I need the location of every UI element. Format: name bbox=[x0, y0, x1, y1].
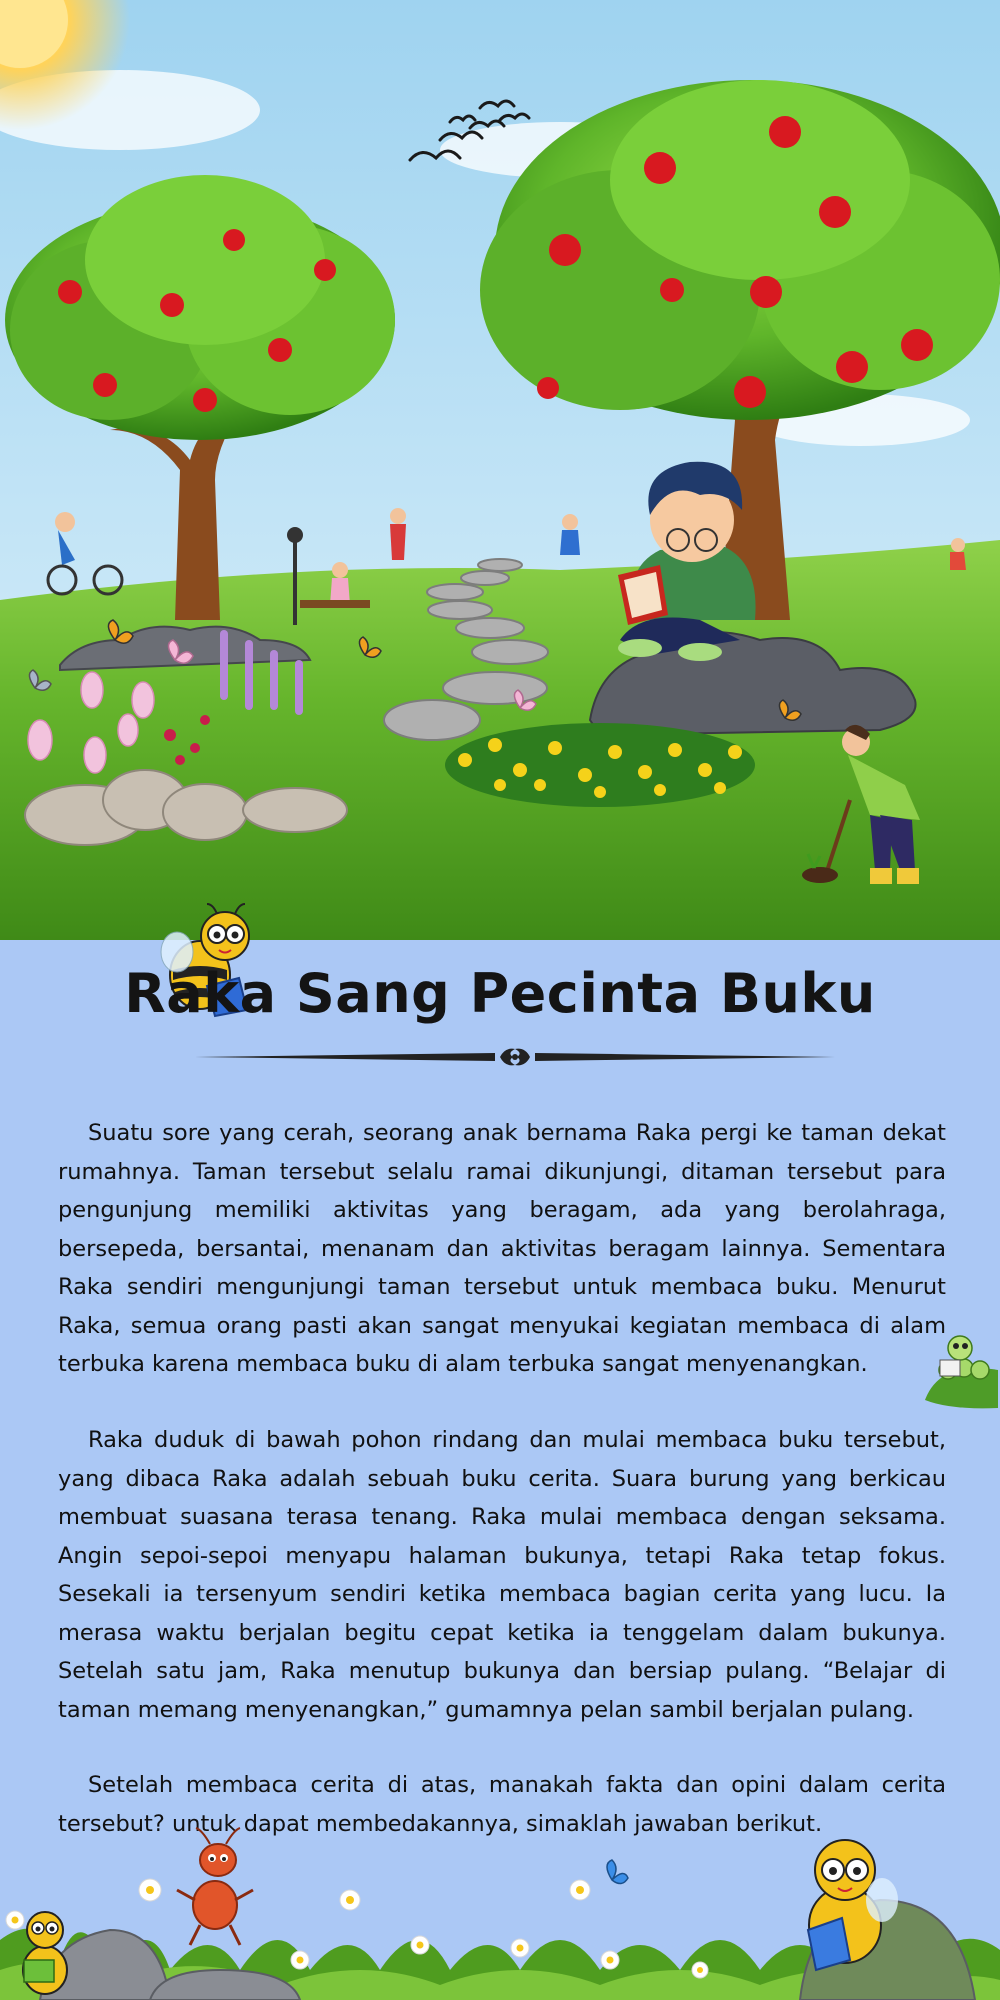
story-paragraph-3: Setelah membaca cerita di atas, manakah fakta dan opini dalam cerita tersebut? untuk dapat membedakannya, simaklah jawaban berikut. bbox=[58, 1772, 946, 1837]
ant-icon bbox=[177, 1828, 253, 1945]
divider-ornament-icon bbox=[195, 1045, 835, 1069]
story-paragraph-1: Suatu sore yang cerah, seorang anak bernama Raka pergi ke taman dekat rumahnya. Taman tersebut selalu ramai dikunjungi, ditaman tersebut para pengunjung memiliki aktivitas yang beragam, ada yang berolahraga, bersepeda, bersantai, menanam dan aktivitas beragam lainnya. Sementara Raka sendiri mengunjungi taman tersebut untuk membaca buku. Menurut Raka, semua orang pasti akan sangat menyukai kegiatan membaca di alam terbuka karena membaca buku di alam terbuka sangat menyenangkan. bbox=[58, 1120, 946, 1377]
butterfly-icon bbox=[607, 1860, 628, 1884]
story-paragraph-2: Raka duduk di bawah pohon rindang dan mulai membaca buku tersebut, yang dibaca Raka adalah sebuah buku cerita. Suara burung yang berkicau membuat suasana terasa tenang. Raka mulai membaca dengan seksama. Angin sepoi-sepoi menyapu halaman bukunya, tetapi Raka tetap fokus. Sesekali ia tersenyum sendiri ketika membaca bagian cerita yang lucu. Ia merasa waktu berjalan begitu cepat ketika ia tenggelam dalam bukunya. Setelah satu jam, Raka menutup bukunya dan bersiap pulang. “Belajar di taman memang menyenangkan,” gumamnya pelan sambil berjalan pulang. bbox=[58, 1427, 946, 1723]
park-illustration bbox=[0, 0, 1000, 940]
bee-reading-icon bbox=[23, 1912, 67, 1994]
bottom-grass-decoration bbox=[0, 1820, 1000, 2000]
yellow-flowers bbox=[445, 723, 755, 807]
page-title: Raka Sang Pecinta Buku bbox=[124, 962, 876, 1025]
caterpillar-icon bbox=[920, 1330, 1000, 1410]
